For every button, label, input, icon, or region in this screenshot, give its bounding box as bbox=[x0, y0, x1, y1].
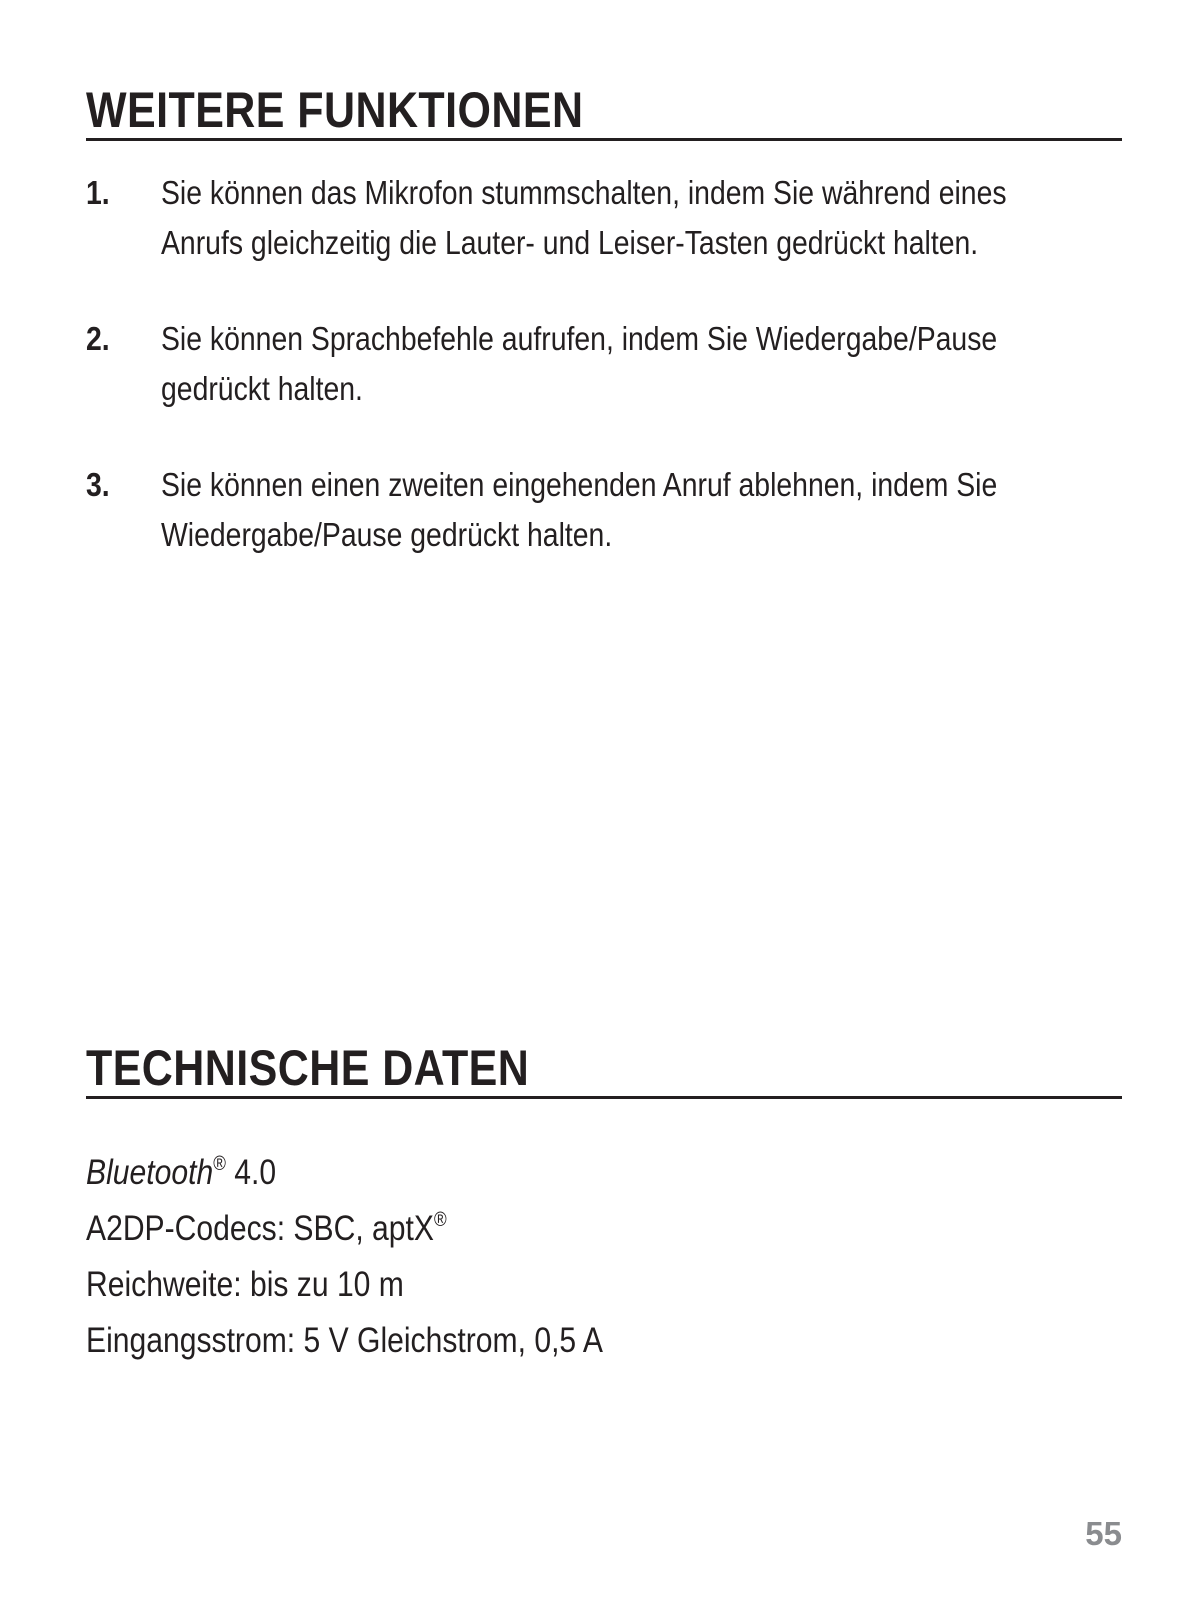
features-heading: WEITERE FUNKTIONEN bbox=[86, 82, 584, 138]
spec-codecs bbox=[86, 1201, 977, 1257]
bluetooth-version: 4.0 bbox=[225, 1153, 277, 1192]
spec-range: Reichweite: bis zu 10 m bbox=[86, 1265, 404, 1304]
spec-input-current: Eingangsstrom: 5 V Gleichstrom, 0,5 A bbox=[86, 1321, 603, 1360]
registered-mark: ® bbox=[213, 1153, 226, 1175]
codecs-text: A2DP-Codecs: SBC, aptX bbox=[86, 1209, 434, 1248]
list-item bbox=[86, 168, 1122, 268]
features-divider bbox=[86, 138, 1122, 141]
page-number: 55 bbox=[1085, 1515, 1122, 1552]
registered-mark: ® bbox=[433, 1209, 447, 1231]
list-item-text: Sie können einen zweiten eingehenden Anruf ablehnen, indem Sie Wiedergabe/Pause gedrückt halten. bbox=[161, 466, 998, 553]
specs-list bbox=[86, 1145, 1122, 1369]
list-item bbox=[86, 314, 1122, 414]
spec-bluetooth bbox=[86, 1145, 977, 1201]
list-item-number: 3. bbox=[86, 466, 110, 503]
specs-heading: TECHNISCHE DATEN bbox=[86, 1040, 530, 1096]
list-item-text: Sie können das Mikrofon stummschalten, indem Sie während eines Anrufs gleichzeitig die Lauter- und Leiser-Tasten gedrückt halten. bbox=[161, 174, 1007, 261]
list-item bbox=[86, 460, 1122, 560]
list-item-number: 2. bbox=[86, 320, 110, 357]
specs-divider bbox=[86, 1096, 1122, 1099]
features-list bbox=[86, 168, 1122, 606]
list-item-number: 1. bbox=[86, 174, 110, 211]
list-item-text: Sie können Sprachbefehle aufrufen, indem Sie Wiedergabe/Pause gedrückt halten. bbox=[161, 320, 998, 407]
bluetooth-label: Bluetooth bbox=[86, 1153, 214, 1192]
